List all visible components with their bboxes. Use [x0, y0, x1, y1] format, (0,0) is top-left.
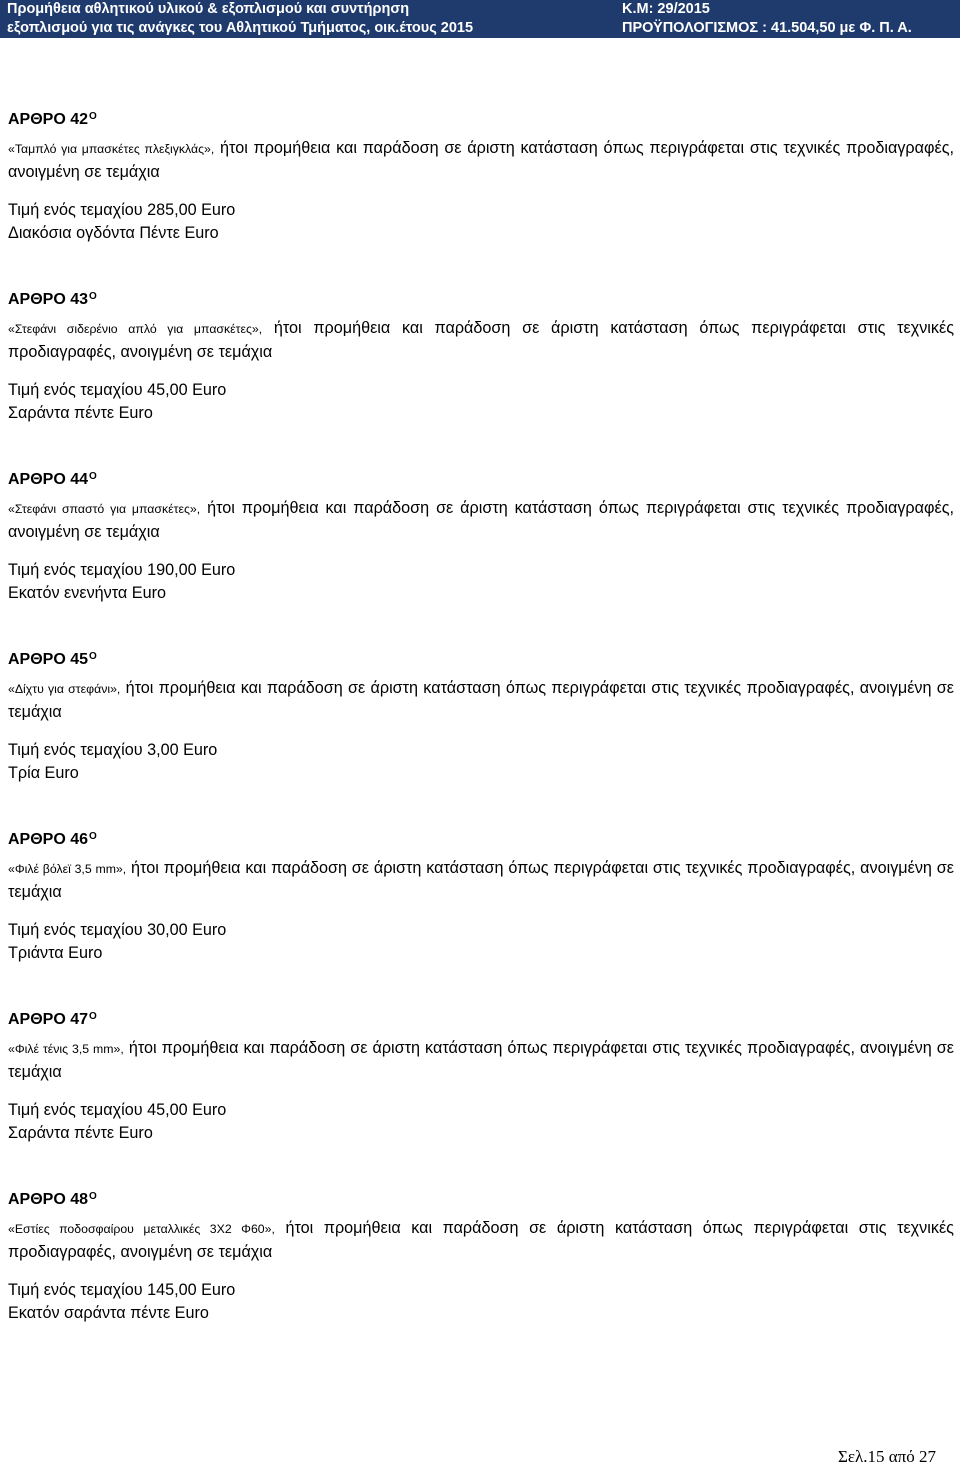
article-44	[8, 470, 954, 605]
unit-price: Τιμή ενός τεμαχίου 285,00 Euro	[8, 201, 236, 219]
item-name: «Φιλέ τένις 3,5 mm»,	[8, 1042, 124, 1056]
article-title: ΑΡΘΡΟ $44^O$	[8, 471, 97, 488]
unit-price: Τιμή ενός τεμαχίου 45,00 Euro	[8, 381, 227, 399]
unit-price: Τιμή ενός τεμαχίου 30,00 Euro	[8, 921, 227, 939]
article-description: «Φιλέ βόλεϊ 3,5 mm», ήτοι προμήθεια και παράδοση σε άριστη κατάσταση όπως περιγράφεται στις τεχνικές προδιαγραφές, ανοιγμένη σε τεμάχια	[8, 859, 954, 901]
price-in-words: Εκατόν ενενήντα Euro	[8, 584, 166, 602]
article-46	[8, 830, 954, 965]
header-project-subtitle: εξοπλισμού για τις ανάγκες του Αθλητικού Τμήματος, οικ.έτους 2015	[7, 20, 474, 36]
unit-price: Τιμή ενός τεμαχίου 3,00 Euro	[8, 741, 218, 759]
item-name: «Φιλέ βόλεϊ 3,5 mm»,	[8, 862, 127, 876]
unit-price: Τιμή ενός τεμαχίου 45,00 Euro	[8, 1101, 227, 1119]
article-title: ΑΡΘΡΟ $48^O$	[8, 1191, 97, 1208]
article-title: ΑΡΘΡΟ $43^O$	[8, 291, 97, 308]
article-description: «Εστίες ποδοσφαίρου μεταλλικές 3Χ2 Φ60», ήτοι προμήθεια και παράδοση σε άριστη κατάσταση όπως περιγράφεται στις τεχνικές προδιαγραφές, ανοιγμένη σε τεμάχια	[8, 1219, 954, 1261]
article-description: «Στεφάνι σπαστό για μπασκέτες», ήτοι προμήθεια και παράδοση σε άριστη κατάσταση όπως περιγράφεται στις τεχνικές προδιαγραφές, ανοιγμένη σε τεμάχια	[8, 499, 954, 541]
item-name: «Στεφάνι σιδερένιο απλό για μπασκέτες»,	[8, 322, 263, 336]
article-description: «Φιλέ τένις 3,5 mm», ήτοι προμήθεια και παράδοση σε άριστη κατάσταση όπως περιγράφεται στις τεχνικές προδιαγραφές, ανοιγμένη σε τεμάχια	[8, 1039, 954, 1081]
unit-price: Τιμή ενός τεμαχίου 145,00 Euro	[8, 1281, 236, 1299]
header-project-title: Προμήθεια αθλητικού υλικού & εξοπλισμού και συντήρηση	[7, 1, 410, 17]
price-in-words: Τριάντα Euro	[8, 944, 103, 962]
article-description: «Ταμπλό για μπασκέτες πλεξιγκλάς», ήτοι προμήθεια και παράδοση σε άριστη κατάσταση όπως περιγράφεται στις τεχνικές προδιαγραφές, ανοιγμένη σε τεμάχια	[8, 139, 954, 181]
price-in-words: Διακόσια ογδόντα Πέντε Euro	[8, 224, 219, 242]
item-name: «Ταμπλό για μπασκέτες πλεξιγκλάς»,	[8, 142, 215, 156]
article-47	[8, 1010, 954, 1145]
price-in-words: Εκατόν σαράντα πέντε Euro	[8, 1304, 209, 1322]
article-title: ΑΡΘΡΟ $47^O$	[8, 1011, 97, 1028]
article-title: ΑΡΘΡΟ $42^O$	[8, 111, 97, 128]
item-name: «Δίχτυ για στεφάνι»,	[8, 682, 121, 696]
item-name: «Στεφάνι σπαστό για μπασκέτες»,	[8, 502, 201, 516]
article-45	[8, 650, 954, 785]
article-43	[8, 290, 954, 425]
item-name: «Εστίες ποδοσφαίρου μεταλλικές 3Χ2 Φ60»,	[8, 1222, 275, 1236]
header-study-number: Κ.Μ: 29/2015	[622, 1, 710, 17]
article-description: «Στεφάνι σιδερένιο απλό για μπασκέτες», ήτοι προμήθεια και παράδοση σε άριστη κατάσταση όπως περιγράφεται στις τεχνικές προδιαγραφές, ανοιγμένη σε τεμάχια	[8, 319, 954, 361]
article-42	[8, 110, 954, 245]
unit-price: Τιμή ενός τεμαχίου 190,00 Euro	[8, 561, 236, 579]
document-header	[0, 0, 960, 38]
header-right	[622, 0, 912, 38]
page-number: Σελ.15 από 27	[838, 1447, 937, 1466]
article-48	[8, 1190, 954, 1325]
header-left	[7, 0, 473, 38]
article-description: «Δίχτυ για στεφάνι», ήτοι προμήθεια και παράδοση σε άριστη κατάσταση όπως περιγράφεται στις τεχνικές προδιαγραφές, ανοιγμένη σε τεμάχια	[8, 679, 954, 721]
price-in-words: Σαράντα πέντε Euro	[8, 1124, 153, 1142]
price-in-words: Τρία Euro	[8, 764, 79, 782]
article-title: ΑΡΘΡΟ $46^O$	[8, 831, 97, 848]
header-budget: ΠΡΟΫΠΟΛΟΓΙΣΜΟΣ : 41.504,50 με Φ. Π. Α.	[622, 20, 912, 36]
article-title: ΑΡΘΡΟ $45^O$	[8, 651, 97, 668]
price-in-words: Σαράντα πέντε Euro	[8, 404, 153, 422]
articles-list	[8, 110, 954, 1325]
